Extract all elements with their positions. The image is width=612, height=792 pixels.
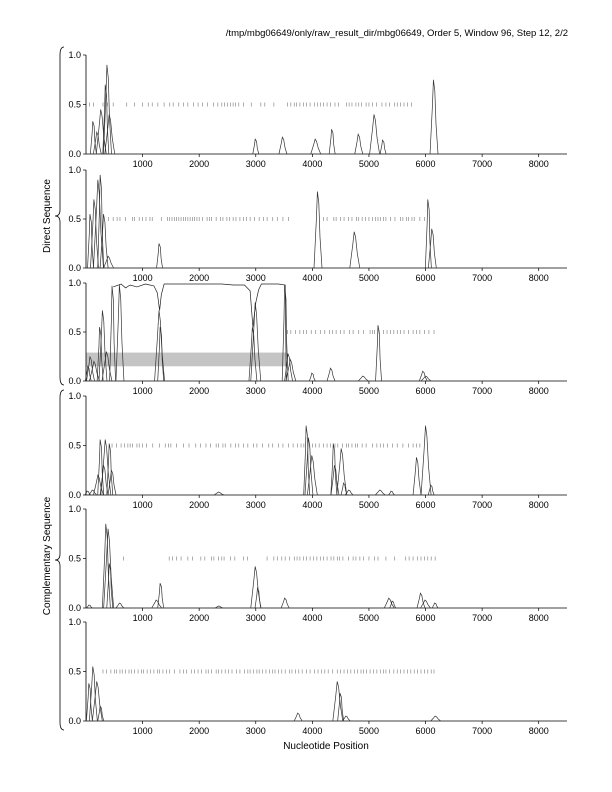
x-tick-label: 2000 [189,273,210,283]
y-tick-label: 1.0 [68,504,81,514]
x-tick-label: 3000 [245,726,266,736]
peak-spike [432,603,438,608]
x-tick-label: 5000 [358,726,379,736]
peak-spike [214,492,224,495]
x-tick-label: 3000 [245,500,266,510]
x-tick-label: 7000 [472,159,493,169]
x-tick-label: 1000 [132,159,153,169]
x-tick-label: 6000 [415,386,436,396]
y-tick-label: 0.5 [68,214,81,224]
x-tick-label: 2000 [189,386,210,396]
x-tick-label: 1000 [132,500,153,510]
peak-spike [98,706,104,721]
x-tick-label: 3000 [245,273,266,283]
x-tick-label: 2000 [189,726,210,736]
y-tick-label: 0.0 [68,376,81,386]
peak-spike [86,605,92,608]
group-label-complementary: Complementary Sequence [42,496,53,616]
peak-spike [375,490,385,495]
x-tick-label: 7000 [472,726,493,736]
panel-4 [68,391,567,510]
x-tick-label: 7000 [472,386,493,396]
x-tick-label: 4000 [302,159,323,169]
x-tick-label: 4000 [302,386,323,396]
peak-spike [384,598,394,608]
x-tick-label: 1000 [132,273,153,283]
peak-spike [421,426,431,495]
x-tick-label: 5000 [358,386,379,396]
peak-spike [92,681,102,721]
peak-spike [157,244,163,269]
peak-spike [253,139,259,154]
peak-spike [104,256,114,268]
y-tick-label: 0.5 [68,440,81,451]
y-tick-label: 0.0 [68,603,81,613]
x-tick-label: 7000 [472,500,493,510]
y-tick-label: 0.5 [68,99,81,110]
x-tick-label: 1000 [132,726,153,736]
x-tick-label: 3000 [245,386,266,396]
peak-spike [116,285,124,381]
group-brackets [55,47,64,730]
peak-spike [85,491,91,495]
peak-spike [152,600,162,608]
y-tick-label: 0.0 [68,716,81,726]
x-tick-label: 2000 [189,613,210,623]
complementary-bracket [55,390,64,730]
y-tick-label: 1.0 [68,165,81,175]
peak-spike [425,199,431,268]
x-tick-label: 5000 [358,613,379,623]
highlight-band [86,353,287,367]
group-label-direct: Direct Sequence [42,179,53,253]
peak-spike [327,368,335,381]
panels-layer [68,50,567,736]
peak-spike [294,713,302,721]
peak-spike [90,121,96,154]
peak-spike [355,134,363,154]
x-tick-label: 2000 [189,500,210,510]
x-tick-label: 8000 [528,613,549,623]
x-tick-label: 4000 [302,613,323,623]
y-tick-label: 0.0 [68,490,81,500]
x-tick-label: 1000 [132,386,153,396]
x-tick-label: 5000 [358,159,379,169]
peak-spike [99,310,107,381]
panel-6 [68,617,567,736]
y-tick-label: 0.5 [68,553,81,564]
x-tick-label: 6000 [415,500,436,510]
panel-1 [68,50,567,169]
peak-spike [281,598,289,608]
peak-spike [311,139,321,154]
peak-spike [329,129,335,154]
peak-spike [116,603,124,608]
peak-spike [417,593,425,608]
x-tick-label: 8000 [528,386,549,396]
x-tick-label: 1000 [132,613,153,623]
peak-spike [309,373,315,381]
x-tick-label: 8000 [528,726,549,736]
plateau-line [113,284,286,381]
peak-spike [110,286,116,381]
peak-spike [431,716,441,721]
x-tick-label: 4000 [302,500,323,510]
y-tick-label: 0.0 [68,263,81,273]
x-tick-label: 7000 [472,613,493,623]
x-tick-label: 7000 [472,273,493,283]
x-tick-label: 4000 [302,273,323,283]
x-tick-label: 6000 [415,726,436,736]
x-tick-label: 8000 [528,500,549,510]
direct-bracket [55,47,64,385]
peak-spike [413,457,421,495]
y-tick-label: 0.0 [68,149,81,159]
peak-spike [350,232,360,268]
header-text: /tmp/mbg06649/only/raw_result_dir/mbg06649, Order 5, Window 96, Step 12, 2/2 [225,28,568,39]
peak-spike [380,140,386,154]
peak-spike [370,114,380,154]
peak-spike [389,491,395,495]
x-tick-label: 3000 [245,613,266,623]
peak-spike [430,80,438,154]
y-tick-label: 1.0 [68,50,81,60]
peak-spike [314,192,322,268]
peak-spike [421,600,431,608]
x-tick-label: 6000 [415,159,436,169]
x-tick-label: 2000 [189,159,210,169]
x-tick-label: 8000 [528,159,549,169]
y-tick-label: 1.0 [68,278,81,288]
panel-3 [68,278,567,396]
x-tick-label: 6000 [415,613,436,623]
panel-5 [68,504,567,623]
peak-spike [376,325,382,381]
x-tick-label: 3000 [245,159,266,169]
y-tick-label: 1.0 [68,617,81,627]
peak-spike [390,601,396,608]
x-tick-label: 5000 [358,500,379,510]
x-axis-label: Nucleotide Position [283,741,369,752]
panel-2 [68,165,567,283]
x-tick-label: 4000 [302,726,323,736]
x-tick-label: 8000 [528,273,549,283]
x-tick-label: 5000 [358,273,379,283]
peak-spike [279,137,287,154]
x-tick-label: 6000 [415,273,436,283]
y-tick-label: 0.5 [68,327,81,337]
y-tick-label: 1.0 [68,391,81,401]
peak-spike [358,376,368,381]
y-tick-label: 0.5 [68,666,81,677]
